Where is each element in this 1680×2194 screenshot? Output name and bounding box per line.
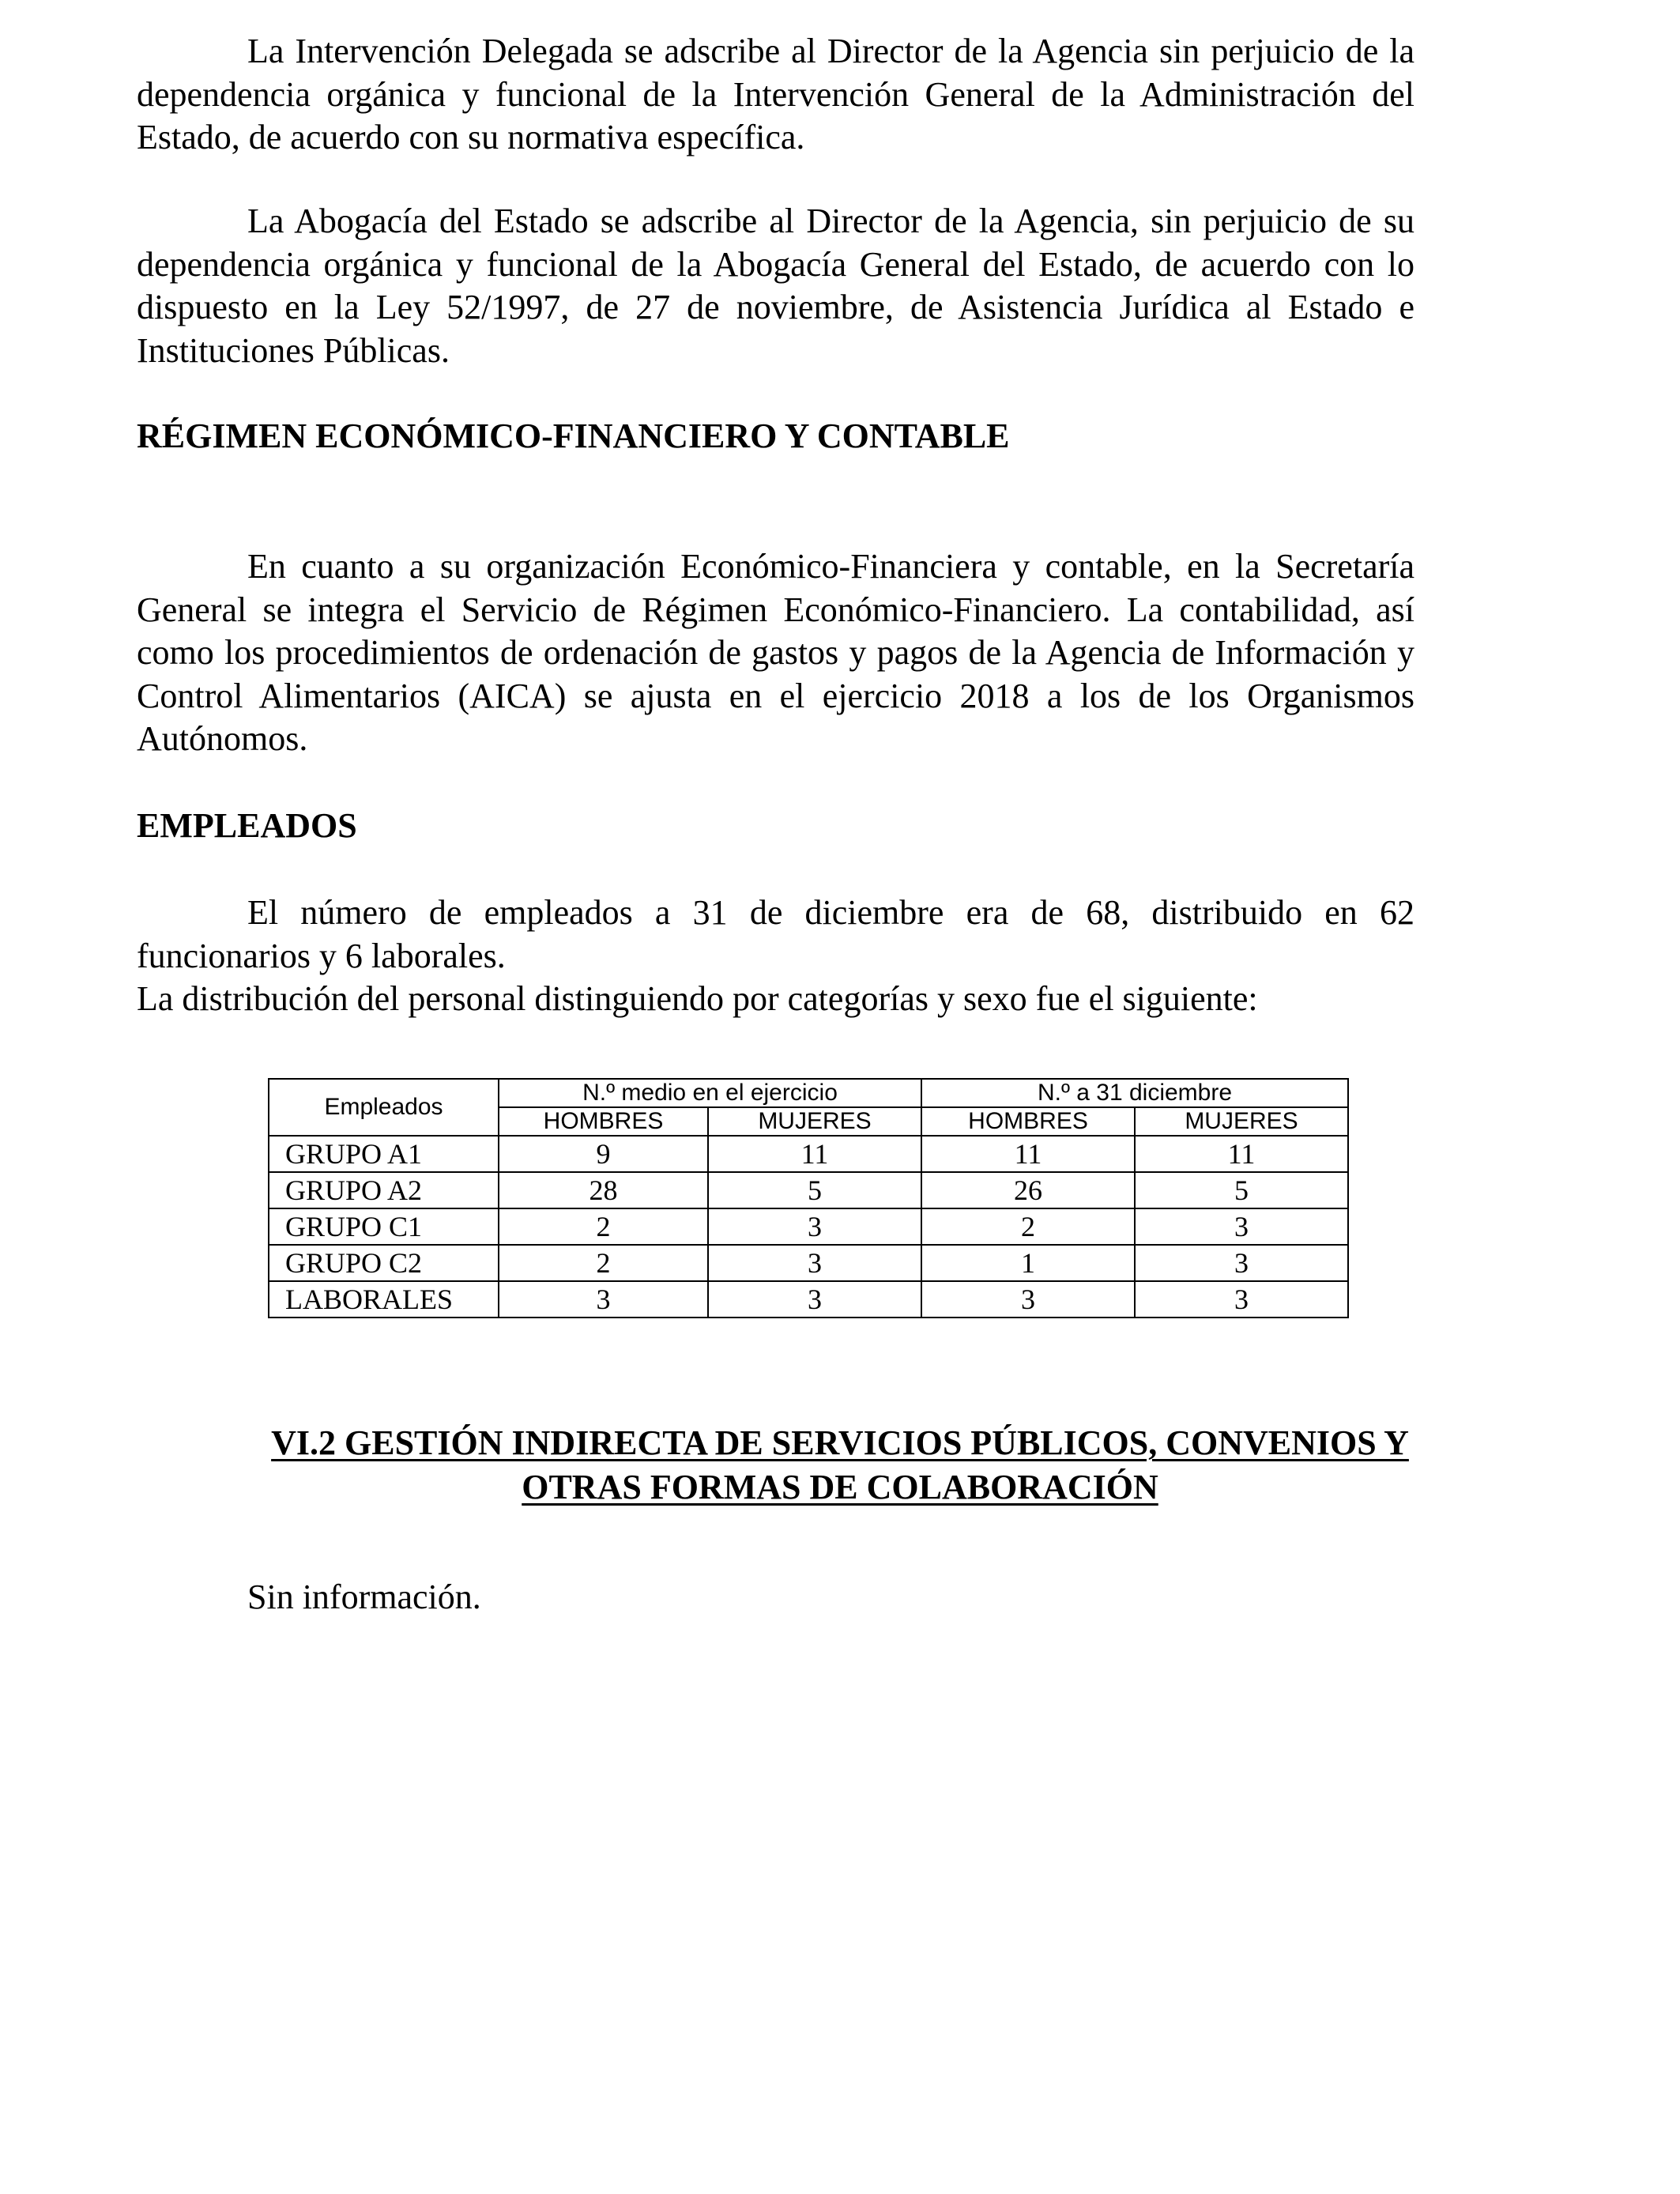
table-cell: 5: [708, 1172, 921, 1208]
table-cell: 5: [1135, 1172, 1348, 1208]
table-cell: 1: [921, 1245, 1135, 1281]
paragraph-numero-empleados: El número de empleados a 31 de diciembre era de 68, distribuido en 62 funcionarios y 6 laborales.: [137, 893, 1414, 975]
paragraph-abogacia: La Abogacía del Estado se adscribe al Director de la Agencia, sin perjuicio de su dependencia orgánica y funcional de la Abogacía General del Estado, de acuerdo con lo dispuesto en la Ley 52/1997, de 27 de noviembre, de Asistencia Jurídica al Estado e Instituciones Públicas.: [137, 202, 1414, 370]
table-cell: 2: [499, 1208, 708, 1245]
table-group-header: N.º a 31 diciembre: [921, 1079, 1348, 1107]
table-cell: 3: [499, 1281, 708, 1318]
table-header-row: [269, 1079, 1348, 1107]
table-cell: 11: [921, 1136, 1135, 1172]
table-row-label: GRUPO C2: [269, 1245, 499, 1281]
table-cell: 3: [921, 1281, 1135, 1318]
table-row-label: GRUPO A1: [269, 1136, 499, 1172]
table-corner-header: Empleados: [269, 1079, 499, 1136]
table-cell: 2: [921, 1208, 1135, 1245]
table-cell: 28: [499, 1172, 708, 1208]
paragraph-intervencion: La Intervención Delegada se adscribe al Director de la Agencia sin perjuicio de la dependencia orgánica y funcional de la Intervención General de la Administración del Estado, de acuerdo con su normativa específica.: [137, 32, 1414, 156]
heading-regimen: RÉGIMEN ECONÓMICO-FINANCIERO Y CONTABLE: [137, 417, 1010, 455]
table-row: [269, 1245, 1348, 1281]
table-row-label: GRUPO C1: [269, 1208, 499, 1245]
heading-empleados: EMPLEADOS: [137, 806, 357, 845]
table-group-header: N.º medio en el ejercicio: [499, 1079, 921, 1107]
table-cell: 3: [1135, 1208, 1348, 1245]
table-row-label: LABORALES: [269, 1281, 499, 1318]
table-cell: 3: [1135, 1245, 1348, 1281]
paragraph-sin-informacion: Sin información.: [247, 1578, 481, 1616]
table-cell: 3: [1135, 1281, 1348, 1318]
employees-table: [268, 1078, 1349, 1318]
table-cell: 2: [499, 1245, 708, 1281]
table-cell: 3: [708, 1281, 921, 1318]
table-subheader: HOMBRES: [499, 1107, 708, 1136]
paragraph-distribucion: La distribución del personal distinguiendo por categorías y sexo fue el siguiente:: [137, 979, 1258, 1018]
table-row-label: GRUPO A2: [269, 1172, 499, 1208]
table-row: [269, 1136, 1348, 1172]
table-cell: 26: [921, 1172, 1135, 1208]
paragraph-organizacion: En cuanto a su organización Económico-Financiera y contable, en la Secretaría General se integra el Servicio de Régimen Económico-Financiero. La contabilidad, así como los procedimientos de ordenación de gastos y pagos de la Agencia de Información y Control Alimentarios (AICA) se ajusta en el ejercicio 2018 a los de los Organismos Autónomos.: [137, 547, 1414, 758]
table-row: [269, 1172, 1348, 1208]
table-subheader: MUJERES: [1135, 1107, 1348, 1136]
table-subheader: HOMBRES: [921, 1107, 1135, 1136]
table-subheader: MUJERES: [708, 1107, 921, 1136]
table-cell: 3: [708, 1245, 921, 1281]
table-row: [269, 1208, 1348, 1245]
table-row: [269, 1281, 1348, 1318]
table-cell: 3: [708, 1208, 921, 1245]
section-title-line-2: OTRAS FORMAS DE COLABORACIÓN: [522, 1468, 1158, 1506]
section-title-line-1: VI.2 GESTIÓN INDIRECTA DE SERVICIOS PÚBLICOS, CONVENIOS Y: [271, 1423, 1409, 1462]
table-cell: 11: [1135, 1136, 1348, 1172]
table-cell: 9: [499, 1136, 708, 1172]
table-cell: 11: [708, 1136, 921, 1172]
section-title: [137, 1421, 1543, 1510]
